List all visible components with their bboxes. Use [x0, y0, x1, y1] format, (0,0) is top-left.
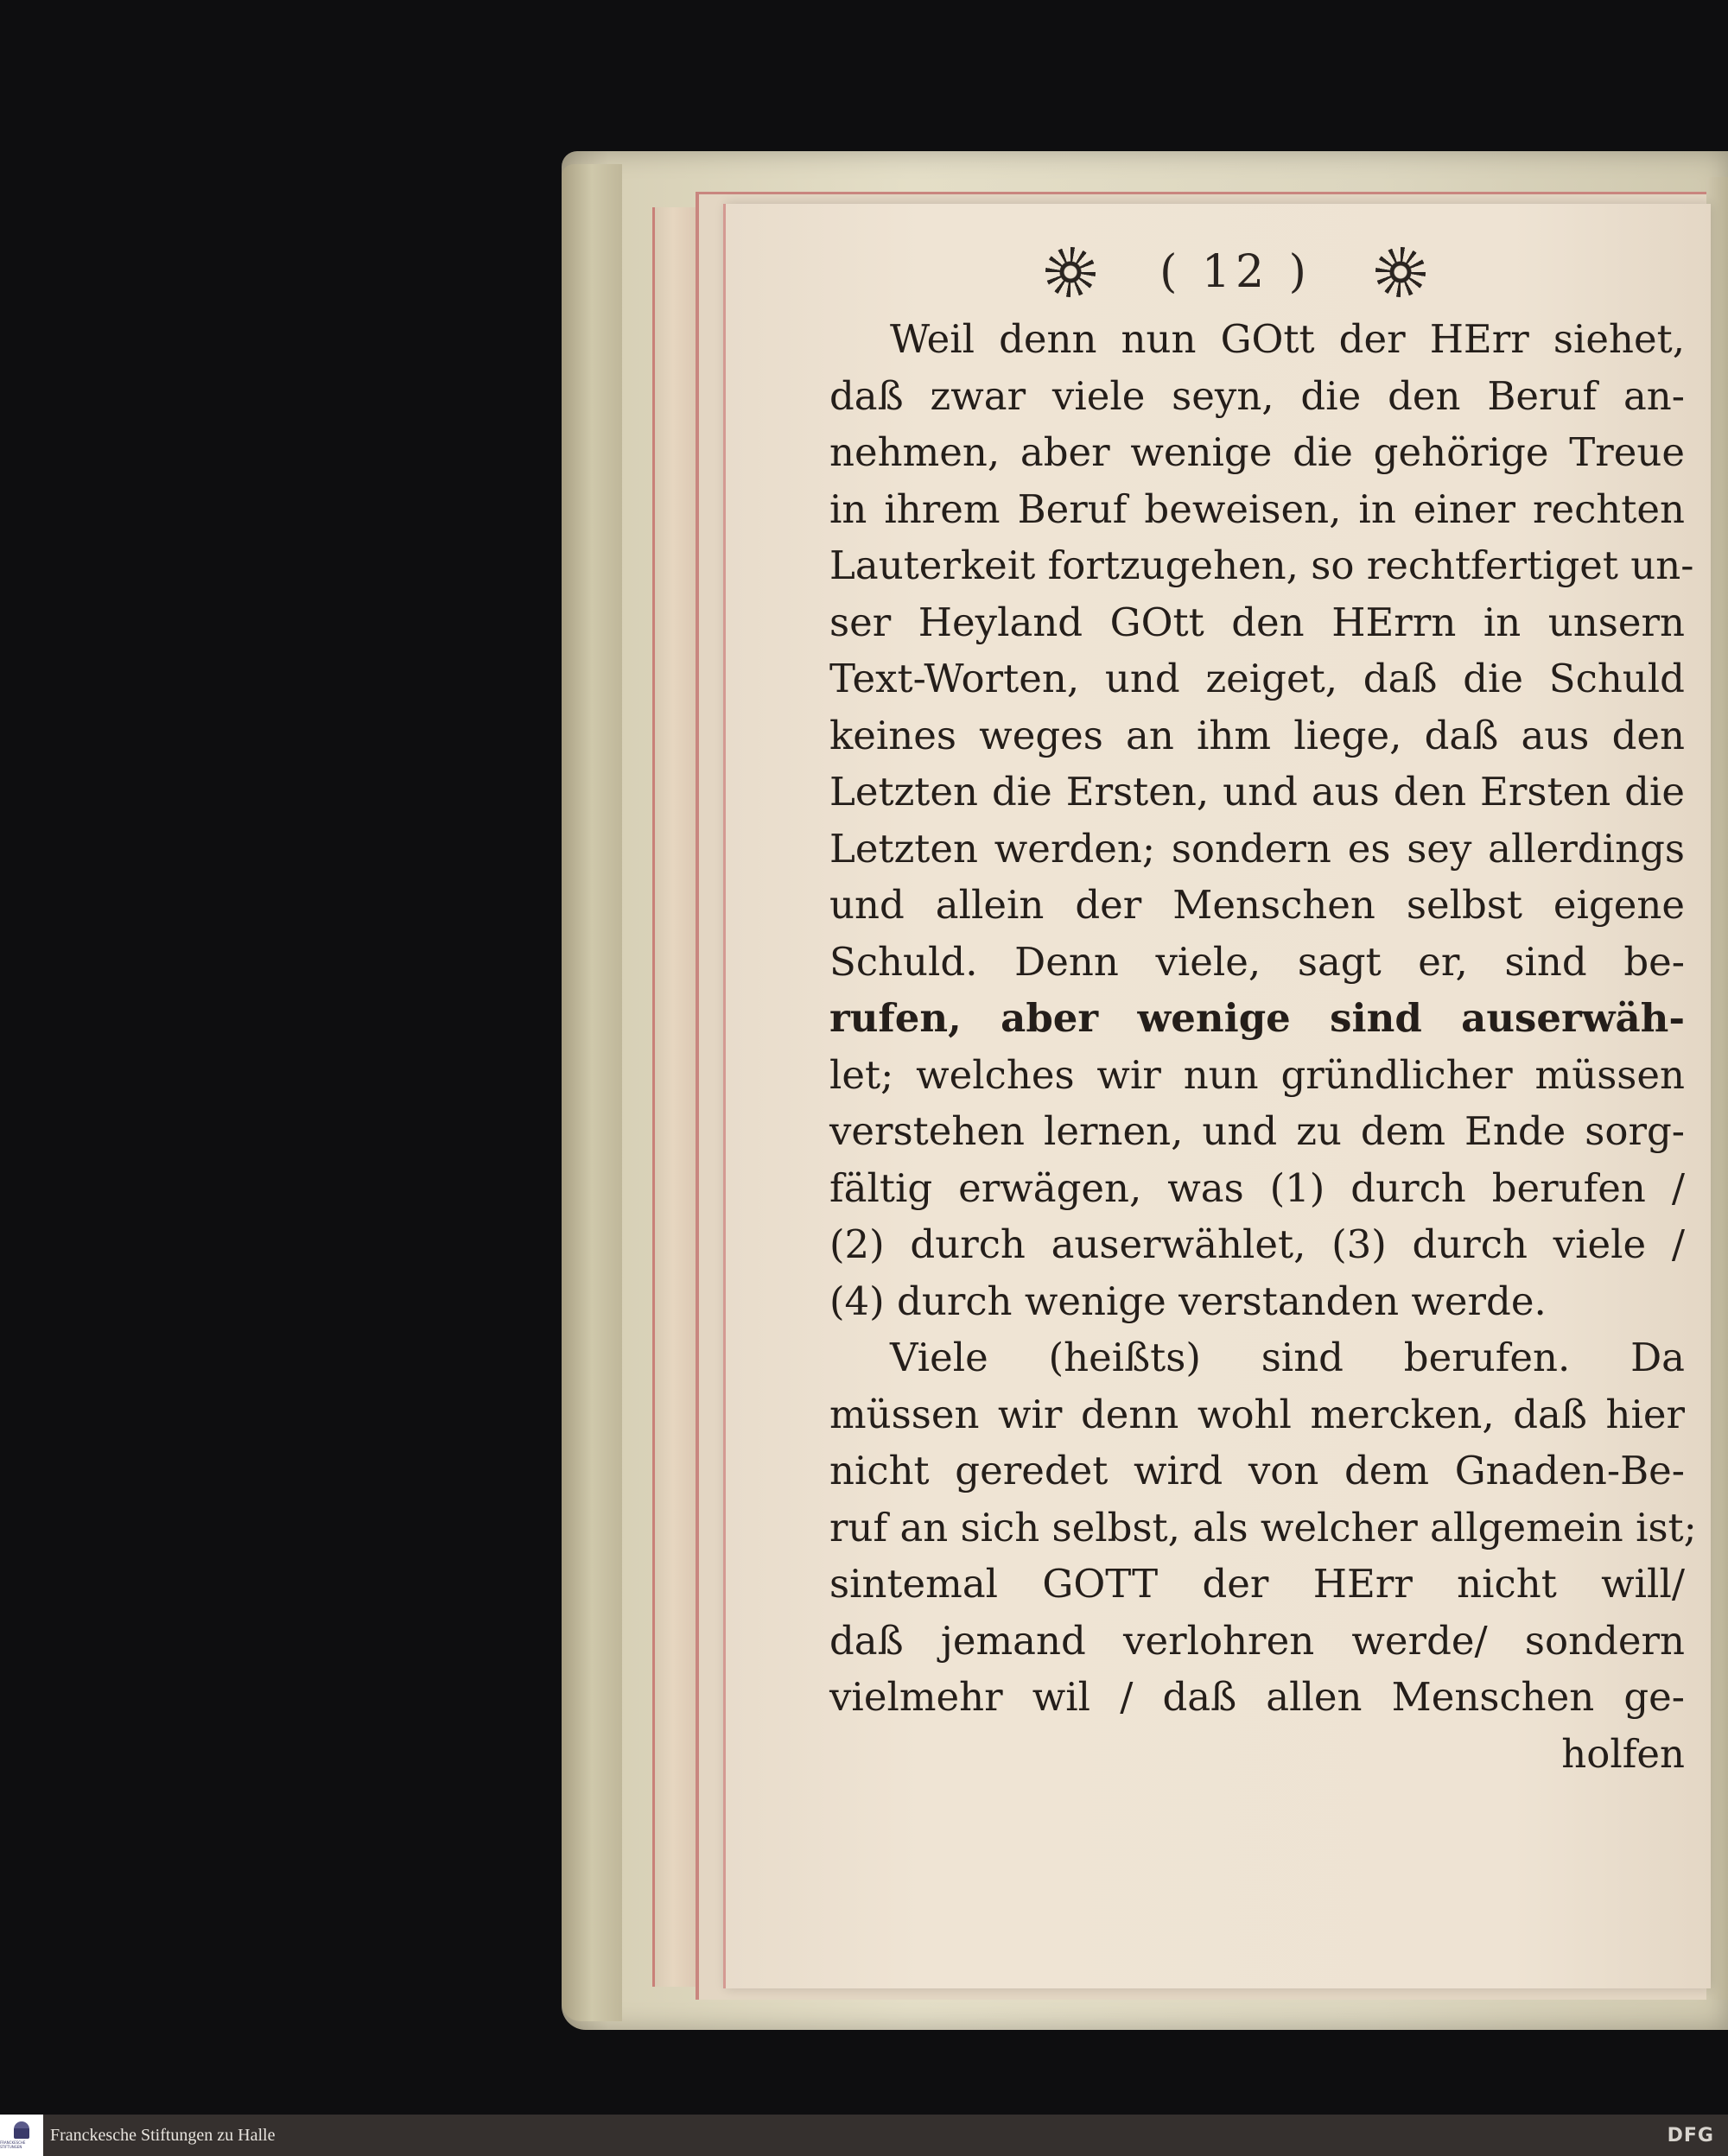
- text-line: ser Heyland GOtt den HErrn in unsern: [829, 599, 1685, 645]
- footer-bar: [0, 2115, 1728, 2156]
- statue-icon: [14, 2121, 29, 2139]
- text-line: nehmen, aber wenige die gehörige Treue: [829, 429, 1685, 475]
- text-line: Weil denn nun GOtt der HErr siehet,: [890, 316, 1685, 362]
- catchword: holfen: [1561, 1730, 1685, 1777]
- rosette-ornament-icon: [1375, 247, 1426, 297]
- text-line: und allein der Menschen selbst eigene: [829, 882, 1685, 928]
- text-line: müssen wir denn wohl mercken, daß hier: [829, 1391, 1685, 1437]
- page-number: ( 12 ): [1159, 246, 1312, 298]
- page-text: [829, 311, 1697, 1782]
- text-line: ruf an sich selbst, als welcher allgemein ist;: [829, 1504, 1697, 1550]
- logo-text: FRANCKESCHE STIFTUNGEN: [0, 2140, 26, 2149]
- text-line: rufen, aber wenige sind auserwäh-: [829, 995, 1685, 1041]
- institution-logo[interactable]: [0, 2115, 43, 2156]
- rosette-ornament-icon: [1045, 247, 1096, 297]
- text-line: nicht geredet wird von dem Gnaden-Be-: [829, 1448, 1685, 1493]
- text-line: Text-Worten, und zeiget, daß die Schuld: [829, 656, 1685, 701]
- text-line: keines weges an ihm liege, daß aus den: [829, 712, 1685, 758]
- text-line: vielmehr wil / daß allen Menschen ge-: [829, 1674, 1685, 1720]
- dfg-logo[interactable]: DFG: [1667, 2124, 1714, 2146]
- text-line: Letzten die Ersten, und aus den Ersten die: [829, 769, 1685, 815]
- text-line: let; welches wir nun gründlicher müssen: [829, 1051, 1685, 1098]
- text-line: verstehen lernen, und zu dem Ende sorg-: [829, 1108, 1685, 1154]
- text-line: Lauterkeit fortzugehen, so rechtfertiget un-: [829, 542, 1694, 588]
- text-line: (4) durch wenige verstanden werde.: [829, 1278, 1547, 1324]
- text-line: Letzten werden; sondern es sey allerdings: [829, 825, 1685, 872]
- text-line: fältig erwägen, was (1) durch berufen /: [829, 1164, 1685, 1211]
- text-line: daß jemand verlohren werde/ sondern: [829, 1617, 1685, 1664]
- text-line: in ihrem Beruf beweisen, in einer rechten: [829, 485, 1685, 532]
- text-line: Schuld. Denn viele, sagt er, sind be-: [829, 938, 1685, 985]
- text-line: (2) durch auserwählet, (3) durch viele /: [829, 1221, 1685, 1267]
- text-line: sintemal GOTT der HErr nicht will/: [829, 1561, 1685, 1607]
- binding-spine: [562, 164, 622, 2021]
- text-line: Viele (heißts) sind berufen. Da: [890, 1335, 1685, 1380]
- text-line: daß zwar viele seyn, die den Beruf an-: [829, 372, 1685, 419]
- institution-name[interactable]: Franckesche Stiftungen zu Halle: [50, 2125, 276, 2145]
- page-header: [1045, 238, 1426, 307]
